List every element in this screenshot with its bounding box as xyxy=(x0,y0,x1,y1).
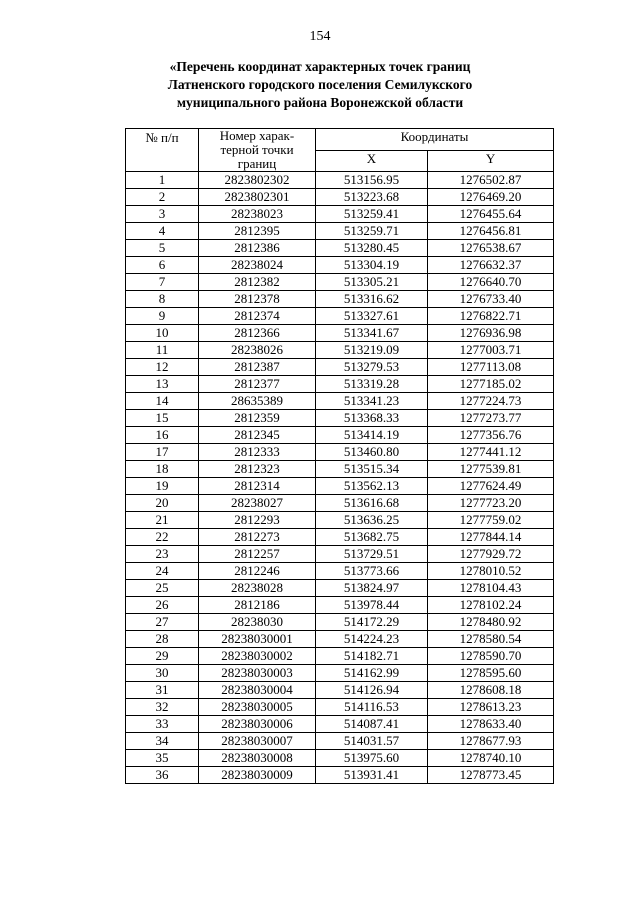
cell-y: 1276469.20 xyxy=(428,189,554,206)
cell-number: 23 xyxy=(126,546,199,563)
cell-x: 513824.97 xyxy=(316,580,428,597)
cell-x: 513682.75 xyxy=(316,529,428,546)
table-row xyxy=(126,512,554,529)
cell-point-id: 2812382 xyxy=(199,274,316,291)
table-row xyxy=(126,172,554,189)
header-x: X xyxy=(316,150,428,172)
cell-y: 1277113.08 xyxy=(428,359,554,376)
cell-x: 513327.61 xyxy=(316,308,428,325)
cell-point-id: 2812246 xyxy=(199,563,316,580)
cell-x: 513223.68 xyxy=(316,189,428,206)
cell-number: 4 xyxy=(126,223,199,240)
table-row xyxy=(126,189,554,206)
cell-number: 33 xyxy=(126,716,199,733)
header-y: Y xyxy=(428,150,554,172)
cell-number: 26 xyxy=(126,597,199,614)
table-row xyxy=(126,597,554,614)
table-row xyxy=(126,563,554,580)
cell-point-id: 28635389 xyxy=(199,393,316,410)
cell-y: 1278608.18 xyxy=(428,682,554,699)
table-row xyxy=(126,750,554,767)
table-row xyxy=(126,410,554,427)
cell-y: 1277441.12 xyxy=(428,444,554,461)
cell-point-id: 28238030004 xyxy=(199,682,316,699)
cell-x: 514182.71 xyxy=(316,648,428,665)
cell-point-id: 2812366 xyxy=(199,325,316,342)
cell-x: 513773.66 xyxy=(316,563,428,580)
cell-x: 513279.53 xyxy=(316,359,428,376)
cell-y: 1278010.52 xyxy=(428,563,554,580)
cell-y: 1278580.54 xyxy=(428,631,554,648)
cell-y: 1278480.92 xyxy=(428,614,554,631)
title-line-3: муниципального района Воронежской области xyxy=(176,95,464,110)
cell-point-id: 2812333 xyxy=(199,444,316,461)
cell-number: 6 xyxy=(126,257,199,274)
cell-number: 28 xyxy=(126,631,199,648)
table-row xyxy=(126,223,554,240)
cell-y: 1278773.45 xyxy=(428,767,554,784)
table-row xyxy=(126,359,554,376)
table-row xyxy=(126,529,554,546)
cell-y: 1277624.49 xyxy=(428,478,554,495)
cell-point-id: 28238030001 xyxy=(199,631,316,648)
header-point-line-2: терной точки xyxy=(220,142,294,157)
cell-x: 513515.34 xyxy=(316,461,428,478)
table-row xyxy=(126,308,554,325)
title-line-2: Латненского городского поселения Семилукского xyxy=(167,77,473,92)
cell-number: 12 xyxy=(126,359,199,376)
cell-point-id: 2812345 xyxy=(199,427,316,444)
cell-y: 1277185.02 xyxy=(428,376,554,393)
header-point-id xyxy=(199,129,316,172)
cell-number: 34 xyxy=(126,733,199,750)
page-number: 154 xyxy=(309,29,331,44)
cell-x: 513319.28 xyxy=(316,376,428,393)
cell-x: 513305.21 xyxy=(316,274,428,291)
cell-number: 9 xyxy=(126,308,199,325)
cell-point-id: 28238030005 xyxy=(199,699,316,716)
cell-y: 1277844.14 xyxy=(428,529,554,546)
cell-y: 1278104.43 xyxy=(428,580,554,597)
cell-x: 514224.23 xyxy=(316,631,428,648)
cell-number: 16 xyxy=(126,427,199,444)
table-row xyxy=(126,478,554,495)
cell-y: 1277273.77 xyxy=(428,410,554,427)
header-number: № п/п xyxy=(126,129,199,172)
cell-y: 1276632.37 xyxy=(428,257,554,274)
cell-number: 31 xyxy=(126,682,199,699)
table-row xyxy=(126,376,554,393)
cell-x: 514087.41 xyxy=(316,716,428,733)
cell-point-id: 2812186 xyxy=(199,597,316,614)
cell-point-id: 2812314 xyxy=(199,478,316,495)
cell-number: 8 xyxy=(126,291,199,308)
cell-y: 1276936.98 xyxy=(428,325,554,342)
cell-number: 22 xyxy=(126,529,199,546)
cell-number: 3 xyxy=(126,206,199,223)
cell-number: 30 xyxy=(126,665,199,682)
cell-point-id: 28238030002 xyxy=(199,648,316,665)
cell-y: 1276538.67 xyxy=(428,240,554,257)
table-row xyxy=(126,648,554,665)
cell-number: 14 xyxy=(126,393,199,410)
cell-x: 513460.80 xyxy=(316,444,428,461)
cell-x: 514126.94 xyxy=(316,682,428,699)
cell-point-id: 2823802301 xyxy=(199,189,316,206)
cell-y: 1278595.60 xyxy=(428,665,554,682)
cell-number: 25 xyxy=(126,580,199,597)
cell-point-id: 2812377 xyxy=(199,376,316,393)
table-row xyxy=(126,325,554,342)
cell-number: 29 xyxy=(126,648,199,665)
table-row xyxy=(126,291,554,308)
cell-point-id: 28238023 xyxy=(199,206,316,223)
cell-y: 1277224.73 xyxy=(428,393,554,410)
cell-x: 513259.41 xyxy=(316,206,428,223)
cell-point-id: 2812378 xyxy=(199,291,316,308)
cell-x: 514031.57 xyxy=(316,733,428,750)
table-row xyxy=(126,546,554,563)
table-row xyxy=(126,427,554,444)
cell-x: 513259.71 xyxy=(316,223,428,240)
cell-point-id: 28238030008 xyxy=(199,750,316,767)
document-title xyxy=(60,58,580,112)
header-row xyxy=(126,129,554,151)
coordinates-table xyxy=(125,128,554,784)
cell-point-id: 2823802302 xyxy=(199,172,316,189)
cell-x: 513562.13 xyxy=(316,478,428,495)
table-row xyxy=(126,342,554,359)
header-coordinates: Координаты xyxy=(316,129,554,151)
cell-y: 1278740.10 xyxy=(428,750,554,767)
cell-point-id: 2812359 xyxy=(199,410,316,427)
table-row xyxy=(126,461,554,478)
cell-point-id: 28238024 xyxy=(199,257,316,274)
cell-number: 2 xyxy=(126,189,199,206)
cell-number: 35 xyxy=(126,750,199,767)
cell-number: 1 xyxy=(126,172,199,189)
cell-point-id: 28238030007 xyxy=(199,733,316,750)
cell-number: 11 xyxy=(126,342,199,359)
cell-point-id: 28238026 xyxy=(199,342,316,359)
cell-point-id: 28238030006 xyxy=(199,716,316,733)
cell-number: 24 xyxy=(126,563,199,580)
table-row xyxy=(126,716,554,733)
cell-number: 36 xyxy=(126,767,199,784)
cell-point-id: 28238028 xyxy=(199,580,316,597)
cell-y: 1277003.71 xyxy=(428,342,554,359)
cell-y: 1277356.76 xyxy=(428,427,554,444)
cell-point-id: 2812293 xyxy=(199,512,316,529)
cell-point-id: 28238030 xyxy=(199,614,316,631)
cell-point-id: 28238030009 xyxy=(199,767,316,784)
cell-x: 514162.99 xyxy=(316,665,428,682)
cell-point-id: 2812273 xyxy=(199,529,316,546)
cell-x: 513414.19 xyxy=(316,427,428,444)
cell-number: 27 xyxy=(126,614,199,631)
cell-number: 20 xyxy=(126,495,199,512)
cell-point-id: 2812257 xyxy=(199,546,316,563)
table-row xyxy=(126,699,554,716)
table-row xyxy=(126,682,554,699)
cell-x: 513219.09 xyxy=(316,342,428,359)
cell-number: 18 xyxy=(126,461,199,478)
cell-x: 513341.67 xyxy=(316,325,428,342)
cell-y: 1277759.02 xyxy=(428,512,554,529)
cell-y: 1276502.87 xyxy=(428,172,554,189)
cell-point-id: 28238027 xyxy=(199,495,316,512)
cell-point-id: 28238030003 xyxy=(199,665,316,682)
cell-point-id: 2812387 xyxy=(199,359,316,376)
cell-point-id: 2812323 xyxy=(199,461,316,478)
cell-x: 513368.33 xyxy=(316,410,428,427)
cell-point-id: 2812395 xyxy=(199,223,316,240)
cell-number: 13 xyxy=(126,376,199,393)
cell-y: 1278102.24 xyxy=(428,597,554,614)
cell-x: 514172.29 xyxy=(316,614,428,631)
header-point-line-1: Номер харак- xyxy=(219,128,295,143)
cell-y: 1278590.70 xyxy=(428,648,554,665)
cell-number: 5 xyxy=(126,240,199,257)
table-row xyxy=(126,614,554,631)
cell-x: 513341.23 xyxy=(316,393,428,410)
cell-point-id: 2812374 xyxy=(199,308,316,325)
table-row xyxy=(126,495,554,512)
cell-x: 514116.53 xyxy=(316,699,428,716)
title-line-1: «Перечень координат характерных точек границ xyxy=(169,59,471,74)
cell-x: 513304.19 xyxy=(316,257,428,274)
cell-y: 1276455.64 xyxy=(428,206,554,223)
table-row xyxy=(126,257,554,274)
table-row xyxy=(126,393,554,410)
cell-y: 1276456.81 xyxy=(428,223,554,240)
cell-x: 513636.25 xyxy=(316,512,428,529)
cell-y: 1277539.81 xyxy=(428,461,554,478)
table-row xyxy=(126,444,554,461)
header-point-line-3: границ xyxy=(237,156,277,171)
table-body xyxy=(126,172,554,784)
table-row xyxy=(126,240,554,257)
table-row xyxy=(126,631,554,648)
cell-point-id: 2812386 xyxy=(199,240,316,257)
cell-x: 513316.62 xyxy=(316,291,428,308)
cell-x: 513616.68 xyxy=(316,495,428,512)
cell-x: 513280.45 xyxy=(316,240,428,257)
cell-number: 19 xyxy=(126,478,199,495)
cell-x: 513156.95 xyxy=(316,172,428,189)
cell-number: 7 xyxy=(126,274,199,291)
cell-number: 15 xyxy=(126,410,199,427)
table-row xyxy=(126,580,554,597)
cell-number: 10 xyxy=(126,325,199,342)
table-row xyxy=(126,767,554,784)
cell-x: 513729.51 xyxy=(316,546,428,563)
cell-number: 17 xyxy=(126,444,199,461)
cell-y: 1276640.70 xyxy=(428,274,554,291)
table-row xyxy=(126,733,554,750)
cell-y: 1278613.23 xyxy=(428,699,554,716)
cell-y: 1276733.40 xyxy=(428,291,554,308)
cell-y: 1278677.93 xyxy=(428,733,554,750)
table-row xyxy=(126,206,554,223)
cell-x: 513978.44 xyxy=(316,597,428,614)
table-row xyxy=(126,665,554,682)
cell-y: 1277723.20 xyxy=(428,495,554,512)
cell-y: 1278633.40 xyxy=(428,716,554,733)
cell-number: 32 xyxy=(126,699,199,716)
cell-x: 513931.41 xyxy=(316,767,428,784)
cell-number: 21 xyxy=(126,512,199,529)
table-row xyxy=(126,274,554,291)
cell-x: 513975.60 xyxy=(316,750,428,767)
cell-y: 1277929.72 xyxy=(428,546,554,563)
cell-y: 1276822.71 xyxy=(428,308,554,325)
